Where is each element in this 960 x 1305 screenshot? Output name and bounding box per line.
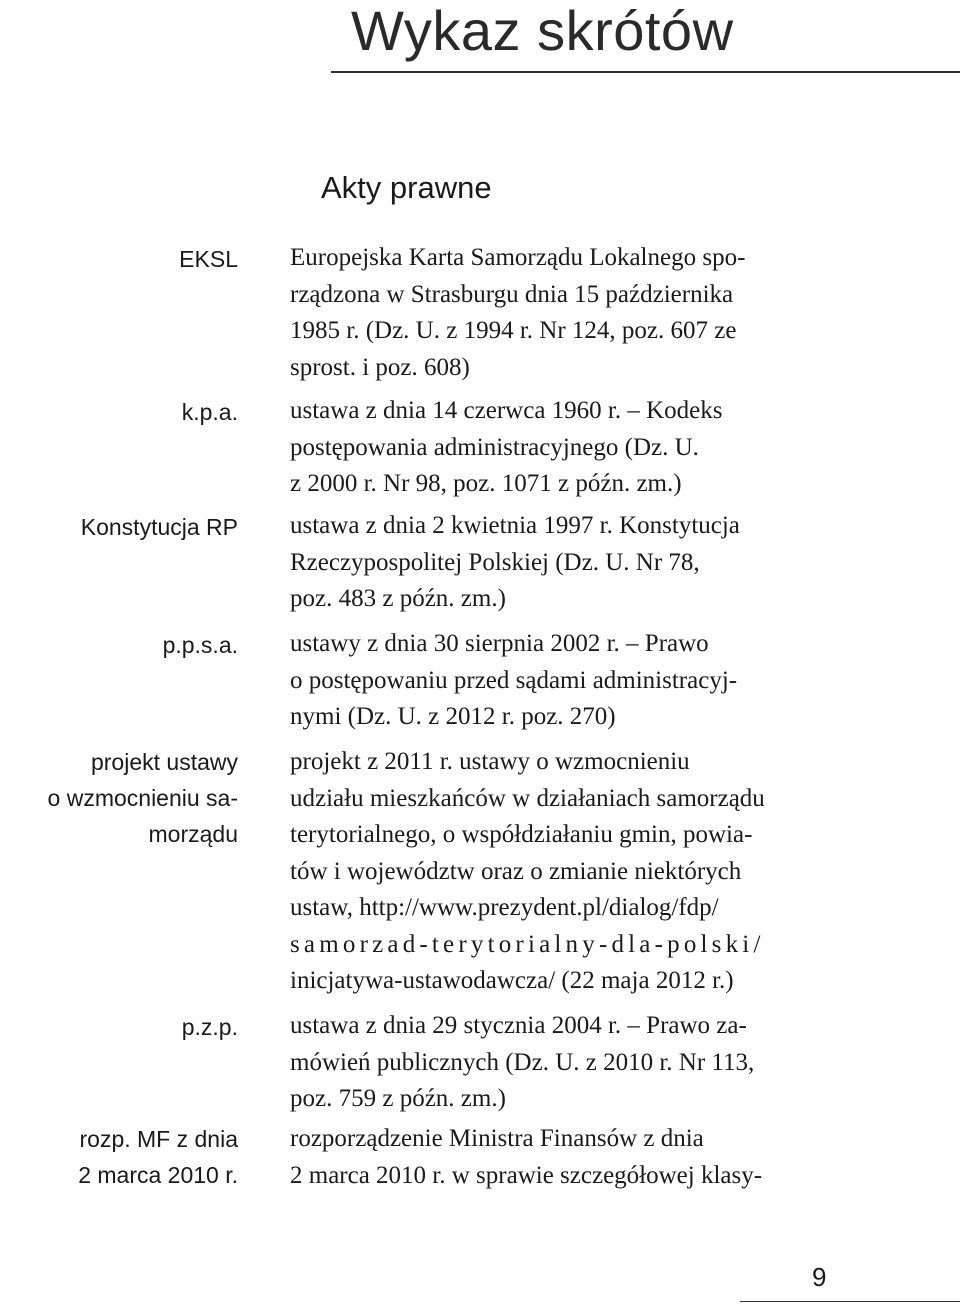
definition-line: o postępowaniu przed sądami administracyj-: [290, 666, 738, 694]
abbreviation-term: [8, 240, 238, 278]
definition-line: poz. 483 z późn. zm.): [290, 585, 506, 612]
abbreviation-term-line: k.p.a.: [181, 399, 238, 425]
page-number: 9: [812, 1262, 827, 1292]
abbreviation-term: [8, 508, 238, 546]
abbreviation-term-line: Konstytucja RP: [80, 514, 238, 540]
page-title: Wykaz skrótów: [351, 0, 734, 62]
definition-line: 1985 r. (Dz. U. z 1994 r. Nr 124, poz. 607 ze: [290, 317, 737, 344]
definition-line: terytorialnego, o współdziałaniu gmin, powia-: [290, 821, 753, 848]
definition-line: z 2000 r. Nr 98, poz. 1071 z późn. zm.): [290, 470, 682, 497]
abbreviation-term-line: morządu: [148, 821, 238, 847]
definition-line: ustaw, http://www.prezydent.pl/dialog/fdp/: [290, 894, 719, 921]
definition-line: ustawa z dnia 14 czerwca 1960 r. – Kodeks: [290, 397, 723, 424]
abbreviation-definition: [290, 1121, 832, 1194]
abbreviation-term-line: 2 marca 2010 r.: [78, 1162, 238, 1188]
abbreviation-definition: [290, 1008, 832, 1118]
definition-line: poz. 759 z późn. zm.): [290, 1085, 506, 1112]
section-heading: Akty prawne: [321, 170, 492, 205]
footer-rule: [740, 1301, 960, 1302]
definition-line: postępowania administracyjnego (Dz. U.: [290, 433, 699, 461]
definition-line: rozporządzenie Ministra Finansów z dnia: [290, 1125, 704, 1152]
definition-line: udziału mieszkańców w działaniach samorządu: [290, 784, 765, 812]
definition-line: Rzeczypospolitej Polskiej (Dz. U. Nr 78,: [290, 548, 700, 576]
abbreviation-definition: [290, 508, 832, 618]
abbreviation-term-line: o wzmocnieniu sa-: [47, 785, 238, 811]
abbreviation-definition: [290, 744, 832, 1000]
definition-line: mówień publicznych (Dz. U. z 2010 r. Nr 113,: [290, 1048, 755, 1076]
abbreviation-term: [8, 393, 238, 431]
definition-line: nymi (Dz. U. z 2012 r. poz. 270): [290, 703, 616, 730]
definition-line: sprost. i poz. 608): [290, 353, 470, 381]
abbreviation-term: [8, 1008, 238, 1046]
definition-line: inicjatywa-ustawodawcza/ (22 maja 2012 r.): [290, 967, 734, 994]
definition-line: 2 marca 2010 r. w sprawie szczegółowej klasy-: [290, 1161, 763, 1189]
abbreviation-definition: [290, 626, 832, 736]
abbreviation-definition: [290, 240, 832, 386]
abbreviation-term-line: rozp. MF z dnia: [79, 1126, 238, 1152]
abbreviation-term-line: EKSL: [179, 246, 238, 272]
definition-line: ustawa z dnia 29 stycznia 2004 r. – Prawo za-: [290, 1012, 747, 1039]
abbreviation-term: [8, 744, 238, 852]
definition-line: samorzad-terytorialny-dla-polski/: [290, 930, 765, 958]
definition-line: projekt z 2011 r. ustawy o wzmocnieniu: [290, 748, 690, 775]
abbreviation-term-line: projekt ustawy: [90, 749, 238, 775]
abbreviation-term-line: p.z.p.: [181, 1014, 238, 1040]
abbreviation-term-line: p.p.s.a.: [162, 632, 238, 658]
definition-line: Europejska Karta Samorządu Lokalnego spo-: [290, 244, 746, 271]
definition-line: ustawy z dnia 30 sierpnia 2002 r. – Prawo: [290, 630, 709, 657]
definition-line: rządzona w Strasburgu dnia 15 października: [290, 280, 734, 308]
title-rule: [331, 71, 960, 73]
abbreviation-term: [8, 1121, 238, 1193]
definition-line: tów i województw oraz o zmianie niektórych: [290, 857, 742, 885]
abbreviation-definition: [290, 393, 832, 503]
abbreviation-term: [8, 626, 238, 664]
definition-line: ustawa z dnia 2 kwietnia 1997 r. Konstytucja: [290, 512, 740, 539]
